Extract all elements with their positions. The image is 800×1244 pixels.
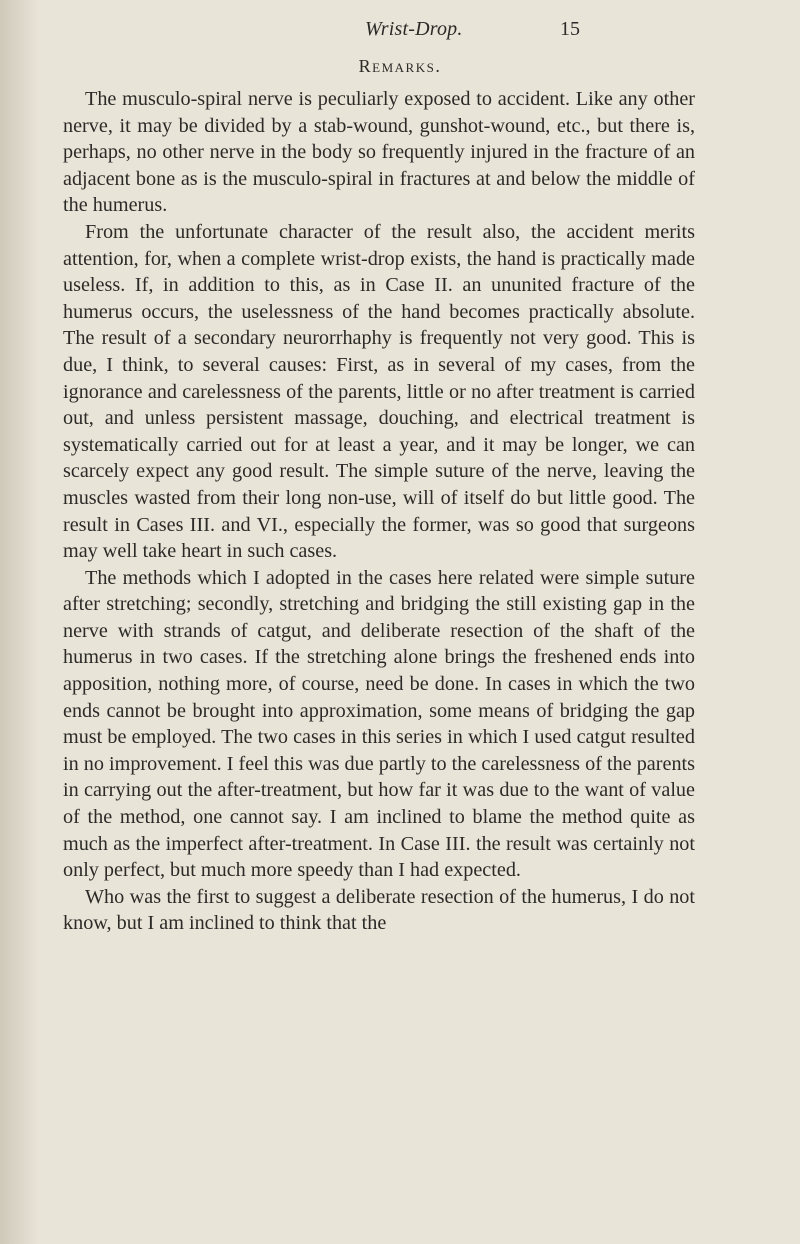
paragraph: From the unfortunate character of the result also, the accident merits attention, for, when a complete wrist-drop exists, the hand is practically made useless. If, in addition to this, as in Case II. an ununited fracture of the humerus occurs, the uselessness of the hand becomes practically absolute. The result of a secondary neurorrhaphy is frequently not very good. This is due, I think, to several causes: First, as in several of my cases, from the ignorance and carelessness of the parents, little or no after treatment is carried out, and unless persistent massage, douching, and electrical treatment is systematically carried out for at least a year, and it may be longer, we can scarcely expect any good result. The simple suture of the nerve, leaving the muscles wasted from their long non-use, will of itself do but little good. The result in Cases III. and VI., especially the former, was so good that surgeons may well take heart in such cases. bbox=[63, 220, 695, 563]
running-head bbox=[0, 18, 800, 46]
paragraph: Who was the first to suggest a deliberate resection of the humerus, I do not know, but I am inclined to think that the bbox=[63, 885, 695, 935]
paragraph: The methods which I adopted in the cases here related were simple suture after stretching; secondly, stretching and bridging the still existing gap in the nerve with strands of catgut, and deliberate resection of the shaft of the humerus in two cases. If the stretching alone brings the freshened ends into apposition, nothing more, of course, need be done. In cases in which the two ends cannot be brought into approximation, some means of bridging the gap must be employed. The two cases in this series in which I used catgut resulted in no improvement. I feel this was due partly to the carelessness of the parents in carrying out the after-treatment, but how far it was due to the want of value of the method, one cannot say. I am inclined to blame the method quite as much as the imperfect after-treatment. In Case III. the result was certainly not only perfect, but much more speedy than I had expected. bbox=[63, 566, 695, 882]
page-number: 15 bbox=[560, 18, 580, 40]
section-heading: Remarks. bbox=[358, 56, 442, 76]
running-title: Wrist-Drop. bbox=[365, 18, 463, 40]
body-text bbox=[63, 86, 695, 937]
paragraph: The musculo-spiral nerve is peculiarly exposed to accident. Like any other nerve, it may be divided by a stab-wound, gunshot-wound, etc., but there is, perhaps, no other nerve in the body so frequently injured in the fracture of an adjacent bone as is the musculo-spiral in fractures at and below the middle of the humerus. bbox=[63, 88, 695, 217]
